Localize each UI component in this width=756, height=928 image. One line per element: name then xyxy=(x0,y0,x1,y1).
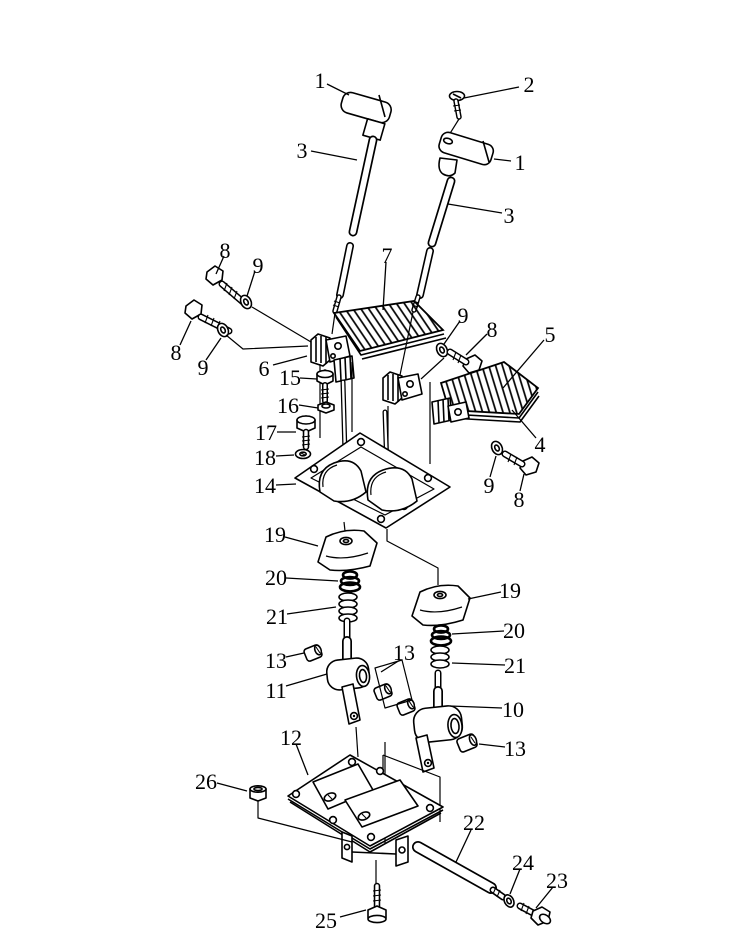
callout-leader-20-28 xyxy=(452,631,504,634)
lever-shaft-left xyxy=(332,140,373,334)
callout-leader-21-29 xyxy=(452,663,505,665)
callout-leader-11-26 xyxy=(286,674,327,686)
callout-leader-10-31 xyxy=(450,706,502,708)
callout-number-24-36: 24 xyxy=(512,850,534,875)
callout-leader-14-21 xyxy=(276,484,296,485)
callout-number-3-2: 3 xyxy=(296,138,308,163)
callout-leader-13-25 xyxy=(286,653,304,657)
pedal-plate-left xyxy=(334,301,446,359)
callout-number-11-26: 11 xyxy=(265,678,287,703)
shaft-assembly-11 xyxy=(326,621,371,757)
callout-number-4-14: 4 xyxy=(534,432,546,457)
callout-number-7-7: 7 xyxy=(381,243,393,268)
bolt-25 xyxy=(368,860,386,923)
callout-number-20-28: 20 xyxy=(503,618,525,643)
callout-number-20-23: 20 xyxy=(265,565,287,590)
callout-number-21-29: 21 xyxy=(504,653,526,678)
bushing-13-mid-b xyxy=(396,698,416,716)
callout-number-14-21: 14 xyxy=(254,473,276,498)
callout-leader-3-4 xyxy=(448,204,502,213)
lever-knob-right xyxy=(437,131,495,176)
callout-leader-16-18 xyxy=(299,405,318,408)
callout-number-8-8: 8 xyxy=(170,340,182,365)
callout-number-6-13: 6 xyxy=(258,356,270,381)
callout-number-9-10: 9 xyxy=(457,303,469,328)
cover-plate-14 xyxy=(295,433,450,528)
lever-knob-left xyxy=(339,91,393,141)
boot-hump-left xyxy=(319,461,366,502)
callout-leader-3-2 xyxy=(311,151,357,160)
callout-number-3-4: 3 xyxy=(503,203,515,228)
spring-21-right xyxy=(431,646,449,668)
callout-number-1-0: 1 xyxy=(314,68,326,93)
callout-number-13-30: 13 xyxy=(393,640,415,665)
bushing-13-left xyxy=(303,644,323,662)
callout-leader-1-3 xyxy=(494,159,511,161)
callout-number-21-24: 21 xyxy=(266,604,288,629)
bolt-8-upper-right xyxy=(450,352,482,373)
callout-leader-20-23 xyxy=(286,578,338,581)
callout-number-22-35: 22 xyxy=(463,810,485,835)
bolt-8-upper-left xyxy=(206,266,243,302)
callout-number-18-20: 18 xyxy=(254,445,276,470)
washer-mount-lines-left xyxy=(226,307,311,349)
callout-number-19-27: 19 xyxy=(499,578,521,603)
callout-number-13-25: 13 xyxy=(265,648,287,673)
callout-leader-2-1 xyxy=(464,87,519,98)
callout-leader-6-13 xyxy=(273,356,307,365)
callout-leader-15-17 xyxy=(300,378,317,379)
callout-leader-18-20 xyxy=(276,455,294,456)
callout-leader-7-7 xyxy=(383,262,386,310)
callout-leader-26-34 xyxy=(217,783,247,791)
callout-number-9-9: 9 xyxy=(197,355,209,380)
callout-number-16-18: 16 xyxy=(277,393,299,418)
callout-number-23-37: 23 xyxy=(546,868,568,893)
callout-number-8-16: 8 xyxy=(513,487,525,512)
callout-number-1-3: 1 xyxy=(514,150,526,175)
callout-number-13-32: 13 xyxy=(504,736,526,761)
washer-18 xyxy=(296,450,311,459)
bolt-23 xyxy=(520,903,552,926)
callout-number-25-38: 25 xyxy=(315,908,337,928)
retainer-20-left xyxy=(340,571,360,591)
cam-19-left xyxy=(318,530,377,570)
callout-number-5-12: 5 xyxy=(544,322,556,347)
bolt-17 xyxy=(297,416,315,447)
screw-2 xyxy=(449,92,465,136)
boot-hump-right xyxy=(367,468,417,511)
callout-number-10-31: 10 xyxy=(502,697,524,722)
callout-number-12-33: 12 xyxy=(280,725,302,750)
nut-16 xyxy=(318,402,334,413)
rod-22 xyxy=(418,847,503,897)
callout-leader-13-32 xyxy=(479,744,505,747)
callout-number-17-19: 17 xyxy=(255,420,277,445)
retainer-20-right xyxy=(431,625,451,645)
callout-number-2-1: 2 xyxy=(523,72,535,97)
callout-leader-8-11 xyxy=(466,334,487,355)
callout-number-19-22: 19 xyxy=(264,522,286,547)
callout-number-9-15: 9 xyxy=(483,473,495,498)
callout-leader-19-22 xyxy=(285,537,318,546)
callout-number-26-34: 26 xyxy=(195,769,217,794)
callout-number-8-11: 8 xyxy=(486,317,498,342)
cam-19-right xyxy=(412,585,470,625)
callout-leader-21-24 xyxy=(287,607,336,614)
callout-number-9-6: 9 xyxy=(252,253,264,278)
shaft-assembly-10 xyxy=(412,673,463,772)
callout-number-8-5: 8 xyxy=(219,238,231,263)
callout-leader-25-38 xyxy=(340,910,366,917)
callout-leader-1-0 xyxy=(327,84,349,95)
callout-number-15-17: 15 xyxy=(279,365,301,390)
callout-leader-19-27 xyxy=(468,592,501,599)
callout-leader-8-8 xyxy=(180,321,191,345)
callout-leader-4-14 xyxy=(512,410,536,438)
bolt-8-lower-right xyxy=(505,454,539,475)
